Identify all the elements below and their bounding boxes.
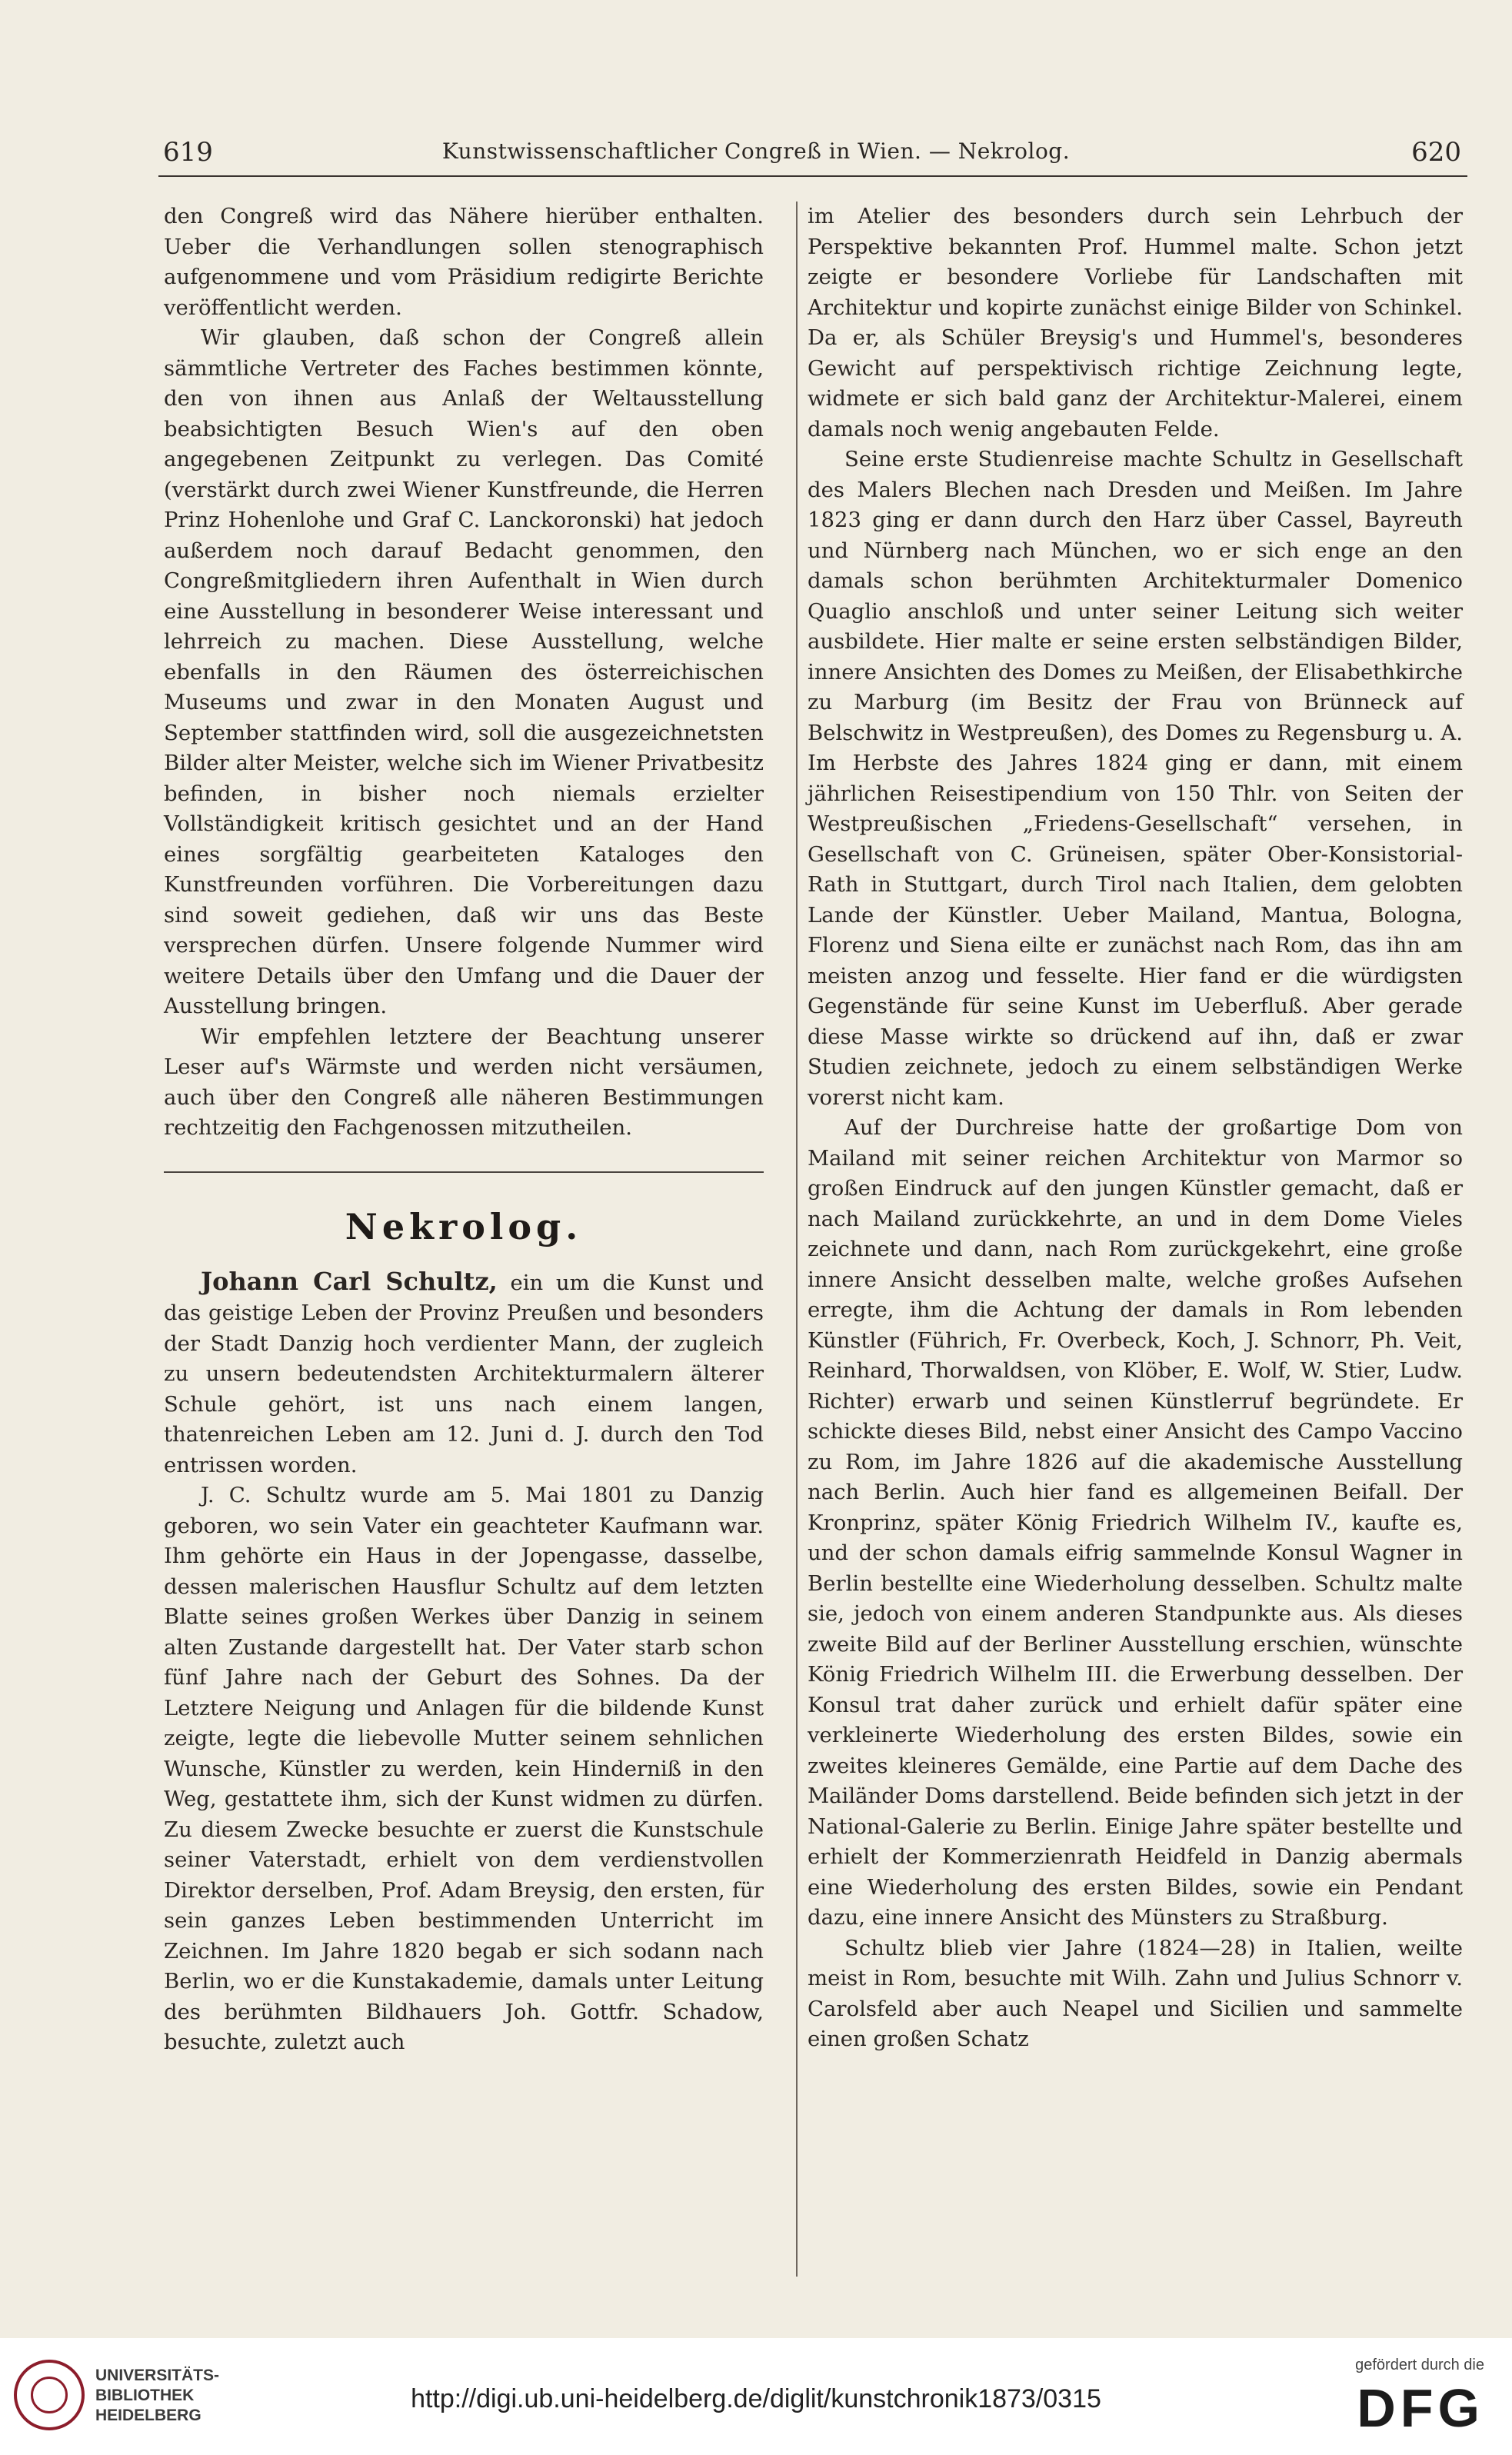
paragraph: den Congreß wird das Nähere hierüber enthalten. Ueber die Verhandlungen sollen stenographisch aufgenommene und vom Präsidium redigirte Berichte veröffentlicht werden. [164, 204, 764, 320]
funded-by-label: gefördert durch die [1355, 2357, 1484, 2373]
footer-bar [0, 2338, 1512, 2455]
paragraph: Seine erste Studienreise machte Schultz in Gesellschaft des Malers Blechen nach Dresden und Meißen. Im Jahre 1823 ging er dann durch den Harz über Cassel, Bayreuth und Nürnberg nach München, wo er sich enge an den damals schon berühmten Architekturmaler Domenico Quaglio anschloß und unter seiner Leitung sich weiter ausbildete. Hier malte er seine ersten selbständigen Bilder, innere Ansichten des Domes zu Meißen, der Elisabethkirche zu Marburg (im Besitz der Frau von Brünneck auf Belschwitz in Westpreußen), des Domes zu Regensburg u. A. Im Herbste des Jahres 1824 ging er dann, mit einem jährlichen Reisestipendium von 150 Thlr. von Seiten der Westpreußischen „Friedens-Gesellschaft“ versehen, in Gesellschaft von C. Grüneisen, später Ober-Konsistorial-Rath in Stuttgart, durch Tirol nach Italien, dem gelobten Lande der Künstler. Ueber Mailand, Mantua, Bologna, Florenz und Siena eilte er zunächst nach Rom, das ihn am meisten anzog und fesselte. Hier fand er die würdigsten Gegenstände für seine Kunst im Ueberfluß. Aber gerade diese Masse wirkte so drückend auf ihn, daß er zwar Studien zeichnete, jedoch zu einem selbständigen Werke vorerst nicht kam. [808, 447, 1463, 1110]
obituary-name: Johann Carl Schultz, [201, 1266, 498, 1296]
column-divider [796, 202, 798, 2277]
header-rule [158, 175, 1467, 177]
paragraph: J. C. Schultz wurde am 5. Mai 1801 zu Danzig geboren, wo sein Vater ein geachteter Kaufmann war. Ihm gehörte ein Haus in der Jopengasse, dasselbe, dessen malerischen Hausflur Schultz auf dem letzten Blatte seines großen Werkes über Danzig in seinem alten Zustande dargestellt hat. Der Vater starb schon fünf Jahre nach der Geburt des Sohnes. Da der Letztere Neigung und Anlagen für die bildende Kunst zeigte, legte die liebevolle Mutter seinem sehnlichen Wunsche, Künstler zu werden, kein Hinderniß in den Weg, gestattete ihm, sich der Kunst widmen zu dürfen. Zu diesem Zwecke besuchte er zuerst die Kunstschule seiner Vaterstadt, erhielt von dem verdienstvollen Direktor derselben, Prof. Adam Breysig, den ersten, für sein ganzes Leben bestimmenden Unterricht im Zeichnen. Im Jahre 1820 begab er sich sodann nach Berlin, wo er die Kunstakademie, damals unter Leitung des berühmten Bildhauers Joh. Gottfr. Schadow, besuchte, zuletzt auch [164, 1483, 764, 2054]
obituary-intro [164, 1267, 764, 1481]
logo-line: UNIVERSITÄTS- [95, 2367, 220, 2384]
paragraph: Auf der Durchreise hatte der großartige Dom von Mailand mit seiner reichen Architektur von Marmor so großen Eindruck auf den jungen Künstler gemacht, daß er nach Mailand zurückkehrte, an und in dem Dome Vieles zeichnete und dann, nach Rom zurückgekehrt, eine große innere Ansicht desselben malte, welche großes Aufsehen erregte, ihm die Achtung der damals in Rom lebenden Künstler (Führich, Fr. Overbeck, Koch, J. Schnorr, Ph. Veit, Reinhard, Thorwaldsen, von Klöber, E. Wolf, W. Stier, Ludw. Richter) erwarb und seinen Künstlerruf begründete. Er schickte dieses Bild, nebst einer Ansicht des Campo Vaccino zu Rom, im Jahre 1826 auf die akademische Ausstellung nach Berlin. Auch hier fand es allgemeinen Beifall. Der Kronprinz, später König Friedrich Wilhelm IV., kaufte es, und der schon damals eifrig sammelnde Konsul Wagner in Berlin bestellte eine Wiederholung desselben. Schultz malte sie, jedoch von einem anderen Standpunkte aus. Als dieses zweite Bild auf der Berliner Ausstellung erschien, wünschte König Friedrich Wilhelm III. die Erwerbung desselben. Der Konsul trat daher zurück und erhielt dafür später eine verkleinerte Wiederholung des ersten Bildes, sowie ein zweites kleineres Gemälde, eine Partie auf dem Dache des Mailänder Doms darstellend. Beide befinden sich jetzt in der National-Galerie zu Berlin. Einige Jahre später bestellte und erhielt der Kommerzienrath Heidfeld in Danzig abermals eine Wiederholung des ersten Bildes, sowie ein Pendant dazu, eine innere Ansicht des Münsters zu Straßburg. [808, 1115, 1463, 1930]
left-column [164, 202, 764, 2058]
running-title: Kunstwissenschaftlicher Congreß in Wien. — Nekrolog. [441, 138, 1071, 164]
paragraph: Schultz blieb vier Jahre (1824—28) in Italien, weilte meist in Rom, besuchte mit Wilh. Zahn und Julius Schnorr v. Carolsfeld aber auch Neapel und Sicilien und sammelte einen großen Schatz [808, 1935, 1463, 2051]
section-title: Nekrolog. [345, 1205, 583, 1247]
logo-line: BIBLIOTHEK [95, 2387, 195, 2404]
paragraph: im Atelier des besonders durch sein Lehrbuch der Perspektive bekannten Prof. Hummel malte. Schon jetzt zeigte er besondere Vorliebe für Landschaften mit Architektur und kopirte zunächst einige Bilder von Schinkel. Da er, als Schüler Breysig's und Hummel's, besonderes Gewicht auf perspektivisch richtige Zeichnung legte, widmete er sich bald ganz der Architektur-Malerei, einem damals noch wenig angebauten Felde. [808, 204, 1463, 441]
paragraph: Wir glauben, daß schon der Congreß allein sämmtliche Vertreter des Faches bestimmen könnte, den von ihnen aus Anlaß der Weltausstellung beabsichtigten Besuch Wien's auf den oben angegebenen Zeitpunkt zu verlegen. Das Comité (verstärkt durch zwei Wiener Kunstfreunde, die Herren Prinz Hohenlohe und Graf C. Lanckoronski) hat jedoch außerdem noch darauf Bedacht genommen, den Congreßmitgliedern ihren Aufenthalt in Wien durch eine Ausstellung in besonderer Weise interessant und lehrreich zu machen. Diese Ausstellung, welche ebenfalls in den Räumen des österreichischen Museums und zwar in den Monaten August und September stattfinden wird, soll die ausgezeichnetsten Bilder alter Meister, welche sich im Wiener Privatbesitz befinden, in bisher noch niemals erzielter Vollständigkeit kritisch gesichtet und an der Hand eines sorgfältig gearbeiteten Kataloges den Kunstfreunden vorführen. Die Vorbereitungen dazu sind soweit gediehen, daß wir uns das Beste versprechen dürfen. Unsere folgende Nummer wird weitere Details über den Umfang und die Dauer der Ausstellung bringen. [164, 325, 764, 1018]
section-divider [164, 1171, 764, 1173]
right-column [808, 202, 1463, 2055]
permalink-url[interactable]: http://digi.ub.uni-heidelberg.de/diglit/kunstchronik1873/0315 [411, 2384, 1101, 2413]
page-number-right: 620 [1411, 137, 1461, 168]
logo-line: HEIDELBERG [95, 2407, 201, 2424]
paragraph: Wir empfehlen letztere der Beachtung unserer Leser auf's Wärmste und werden nicht versäumen, auch über den Congreß alle näheren Bestimmungen rechtzeitig den Fachgenossen mitzutheilen. [164, 1024, 764, 1140]
paragraph-text: ein um die Kunst und das geistige Leben der Provinz Preußen und besonders der Stadt Danzig hoch verdienter Mann, der zugleich zu unsern bedeutendsten Architekturmalern älterer Schule gehört, ist uns nach einem langen, thatenreichen Leben am 12. Juni d. J. durch den Tod entrissen worden. [164, 1270, 764, 1477]
page-number-left: 619 [163, 137, 213, 168]
dfg-logo[interactable]: DFG [1357, 2378, 1484, 2438]
